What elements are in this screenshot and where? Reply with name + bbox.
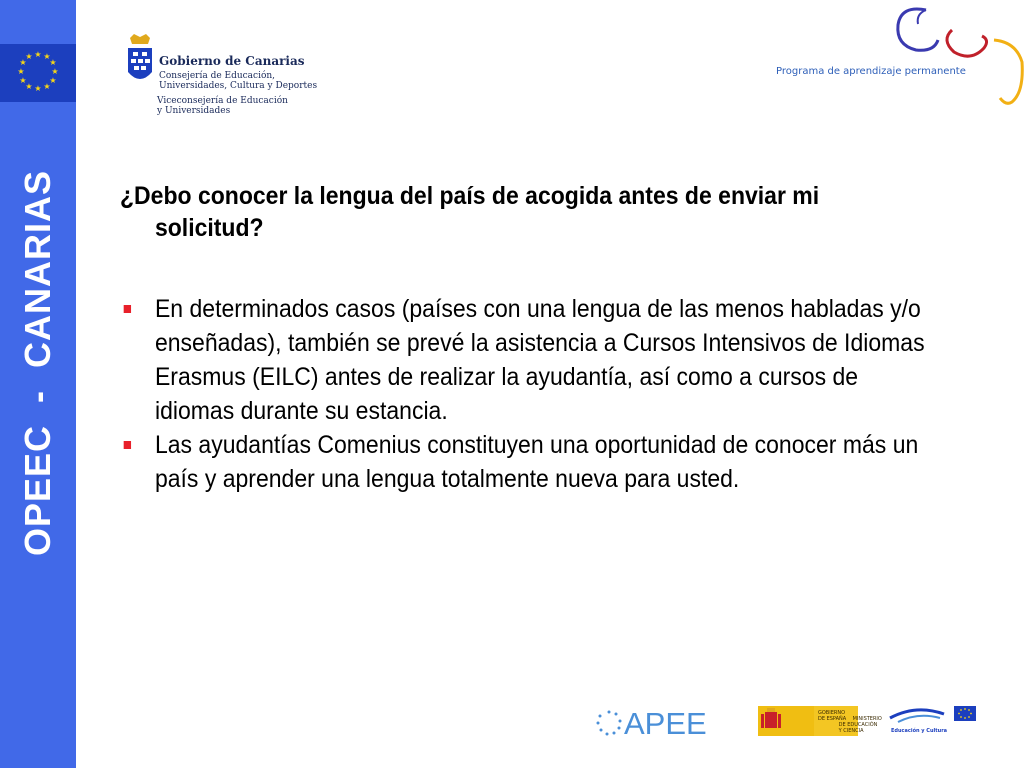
bullet-square-icon <box>124 305 131 313</box>
swirl-icon <box>776 0 1024 110</box>
svg-text:★: ★ <box>43 52 51 61</box>
coat-of-arms-icon <box>124 34 156 94</box>
apee-text: APEE <box>624 706 707 741</box>
educacion-cultura-logo <box>888 700 978 740</box>
svg-text:★: ★ <box>19 58 27 67</box>
svg-text:★: ★ <box>25 52 33 61</box>
programa-text: Programa de aprendizaje permanente <box>776 66 966 77</box>
list-item <box>120 292 930 428</box>
dots-circle-icon <box>596 710 622 736</box>
svg-text:★: ★ <box>51 67 59 76</box>
svg-text:★: ★ <box>25 82 33 91</box>
programa-aprendizaje-logo <box>776 0 1024 110</box>
svg-text:★: ★ <box>19 76 27 85</box>
apee-logo <box>596 704 722 740</box>
bullet-list <box>120 292 1000 496</box>
bridge-swoosh-icon <box>888 700 978 728</box>
spain-arms-icon <box>761 708 781 734</box>
gobierno-line: Universidades, Cultura y Deportes <box>159 81 318 91</box>
eu-flag-icon <box>0 44 76 102</box>
main-content <box>120 180 1000 496</box>
bullet-square-icon <box>124 441 131 449</box>
svg-text:★: ★ <box>17 67 25 76</box>
sidebar <box>0 0 76 768</box>
svg-text:★: ★ <box>34 50 42 59</box>
ministerio-text: GOBIERNO DE ESPAÑA MINISTERIO DE EDUCACIÓN Y CIENCIA <box>818 710 882 734</box>
svg-text:★: ★ <box>49 76 57 85</box>
gobierno-line: y Universidades <box>157 106 231 116</box>
question-heading: ¿Debo conocer la lengua del país de acogida antes de enviar mi solicitud? <box>120 182 820 242</box>
sidebar-title: OPEEC - CANARIAS <box>17 169 58 557</box>
gobierno-line: Consejería de Educación, <box>159 71 276 81</box>
ministerio-educacion-logo <box>758 706 882 736</box>
gobierno-line: Viceconsejería de Educación <box>157 96 288 106</box>
gobierno-canarias-logo <box>124 34 344 126</box>
svg-text:★: ★ <box>34 84 42 93</box>
list-item <box>120 428 930 496</box>
bullet-text: Las ayudantías Comenius constituyen una oportunidad de conocer más un país y aprender una lengua totalmente nueva para usted. <box>154 431 919 493</box>
bullet-text: En determinados casos (países con una lengua de las menos habladas y/o enseñadas), también se prevé la asistencia a Cursos Intensivos de Idiomas Erasmus (EILC) antes de realizar la ayudantía, así como a cursos de idiomas durante su estancia. <box>154 295 925 425</box>
spain-arms-panel <box>758 706 814 736</box>
svg-text:★: ★ <box>49 58 57 67</box>
educacion-cultura-text: Educación y Cultura <box>891 728 948 734</box>
svg-text:★: ★ <box>43 82 51 91</box>
gobierno-name: Gobierno de Canarias <box>159 54 305 68</box>
